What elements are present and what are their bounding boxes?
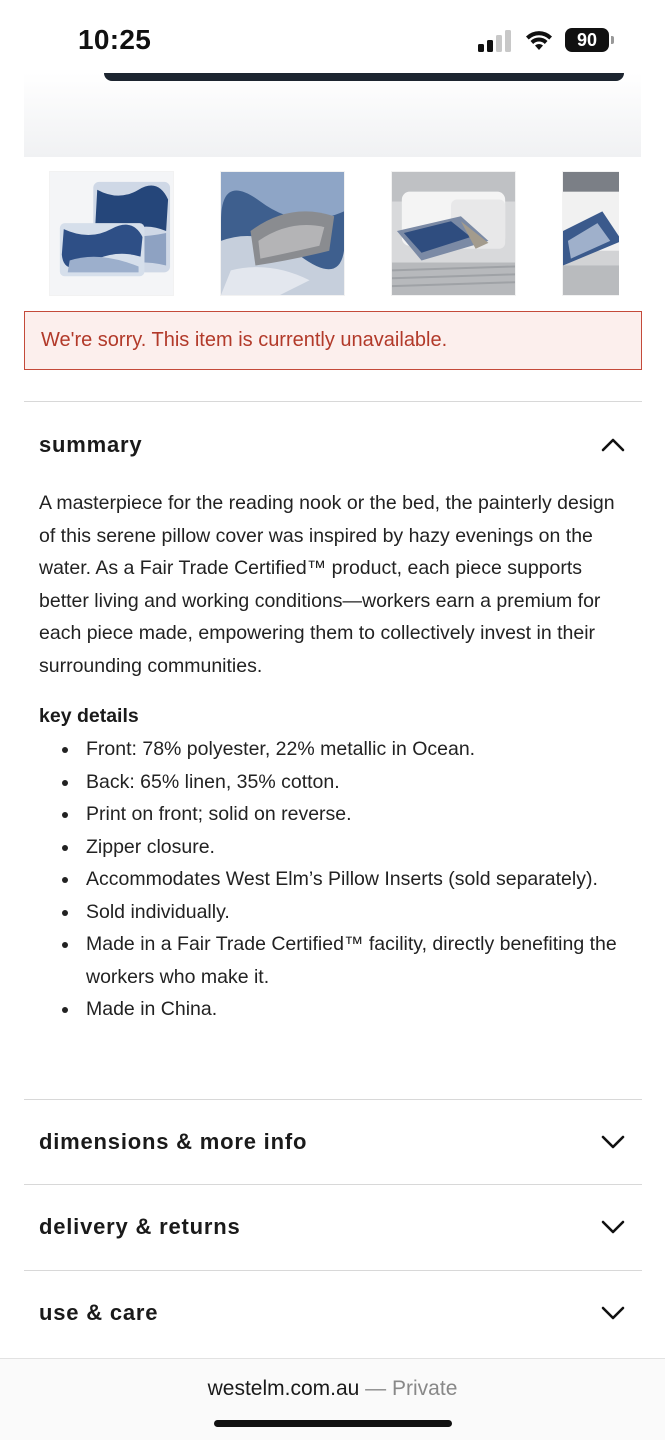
list-item: Accommodates West Elm’s Pillow Inserts (sold separately).	[39, 863, 629, 896]
list-item: Made in a Fair Trade Certified™ facility, directly benefiting the workers who make it.	[39, 928, 629, 993]
chevron-up-icon[interactable]	[600, 437, 626, 453]
home-indicator[interactable]	[214, 1420, 452, 1427]
divider	[24, 1184, 642, 1185]
url-separator: —	[359, 1377, 393, 1400]
key-details-heading: key details	[39, 705, 139, 727]
chevron-down-icon[interactable]	[600, 1219, 626, 1235]
thumbnail-strip[interactable]	[49, 171, 619, 297]
url-display[interactable]	[0, 1377, 665, 1401]
url-domain: westelm.com.au	[207, 1377, 360, 1400]
battery-level: 90	[565, 28, 609, 52]
summary-description: A masterpiece for the reading nook or the bed, the painterly design of this serene pillow cover was inspired by hazy evenings on the water. As a Fair Trade Certified™ product, each piece supports better living and working conditions—workers earn a premium for each piece made, empowering them to collectively invest in their surrounding communities.	[39, 492, 615, 677]
list-item: Front: 78% polyester, 22% metallic in Ocean.	[39, 733, 629, 766]
address-bar[interactable]	[0, 1358, 665, 1440]
use-care-toggle[interactable]: use & care	[39, 1300, 159, 1325]
pillow-cropped-thumbnail[interactable]	[562, 171, 619, 296]
list-item: Zipper closure.	[39, 831, 629, 864]
product-main-image[interactable]	[24, 73, 641, 157]
pillow-on-bed-thumbnail[interactable]	[391, 171, 516, 296]
dimensions-toggle[interactable]: dimensions & more info	[39, 1129, 308, 1154]
divider	[24, 1270, 642, 1271]
status-bar	[0, 0, 665, 78]
chevron-down-icon[interactable]	[600, 1305, 626, 1321]
pillow-pair-thumbnail[interactable]	[49, 171, 174, 296]
list-item: Made in China.	[39, 993, 629, 1026]
key-details-list	[39, 733, 629, 1026]
wifi-icon	[523, 26, 555, 52]
summary-toggle[interactable]: summary	[39, 432, 143, 457]
battery-icon	[565, 28, 615, 52]
divider	[24, 1099, 642, 1100]
pillow-detail-thumbnail[interactable]	[220, 171, 345, 296]
list-item: Back: 65% linen, 35% cotton.	[39, 766, 629, 799]
list-item: Sold individually.	[39, 896, 629, 929]
private-mode-label: Private	[392, 1377, 458, 1400]
alert-message: We're sorry. This item is currently unavailable.	[41, 329, 448, 351]
list-item: Print on front; solid on reverse.	[39, 798, 629, 831]
status-time: 10:25	[78, 24, 152, 55]
divider	[24, 401, 642, 402]
chevron-down-icon[interactable]	[600, 1134, 626, 1150]
signal-icon	[478, 30, 514, 52]
unavailable-alert	[24, 311, 642, 370]
delivery-returns-toggle[interactable]: delivery & returns	[39, 1214, 241, 1239]
